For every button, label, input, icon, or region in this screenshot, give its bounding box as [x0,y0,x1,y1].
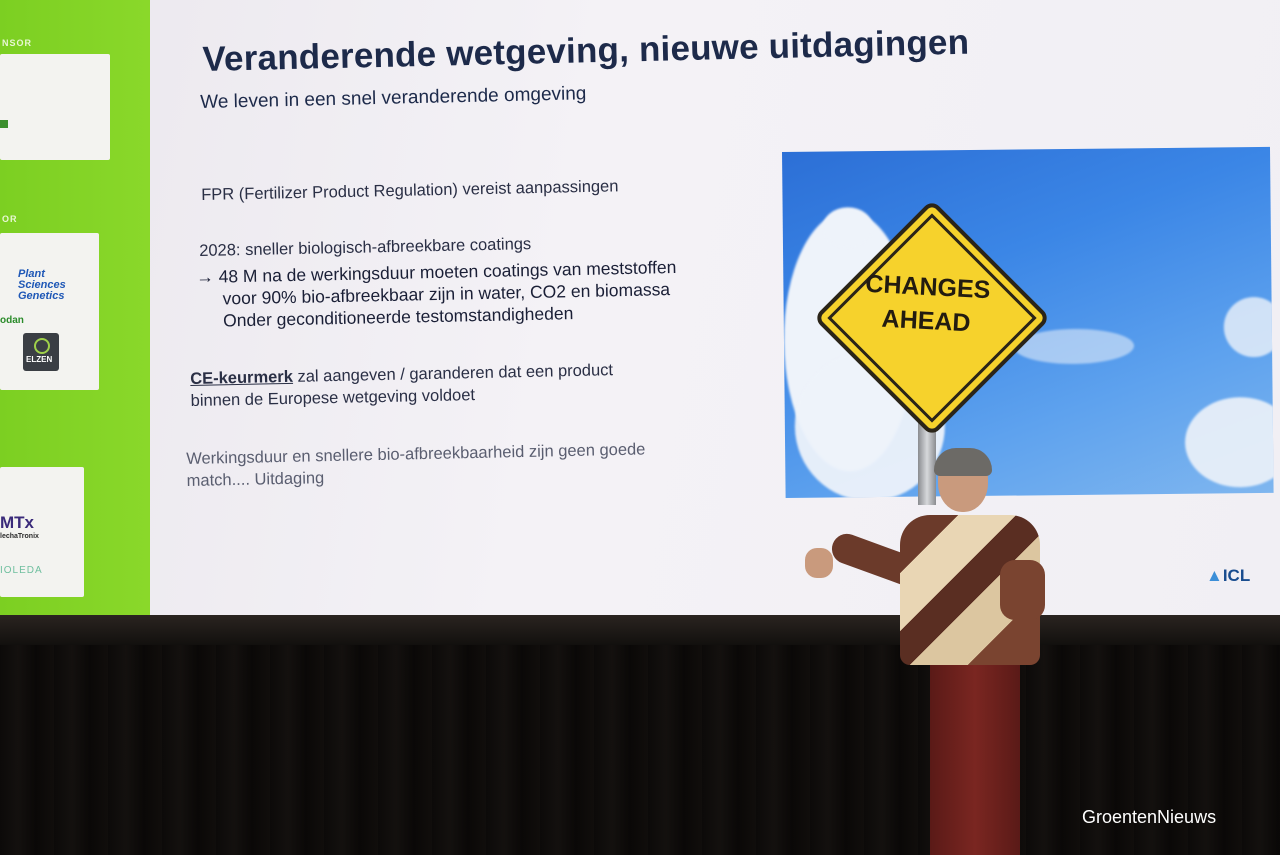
mtx-logo: MTx [0,513,34,532]
screen-bottom-edge [0,615,1280,645]
ce-term: CE-keurmerk [190,367,294,388]
slide-subtitle: We leven in een snel veranderende omgeving [200,83,587,113]
psg-line-3: Genetics [18,290,65,302]
elzen-text: ELZEN [26,355,53,364]
fpr-line: FPR (Fertilizer Product Regulation) vereist aanpassingen [201,177,619,204]
sign-text [840,266,1013,343]
speaker-hand [805,548,833,578]
speaker-arm-right [1000,560,1045,620]
watermark: GroentenNieuws [1082,807,1217,827]
ce-block [190,359,614,412]
sign-line-1: CHANGES [864,269,992,305]
bullet-block [196,256,678,332]
sponsor-logo-box-2 [0,233,99,390]
ce-line-2: binnen de Europese wetgeving voldoet [190,386,476,410]
coatings-line: 2028: sneller biologisch-afbreekbare coatings [199,235,532,260]
oleda-logo: IOLEDA [0,565,43,576]
icl-logo-text: ICL [1222,566,1251,585]
odan-logo: odan [0,315,24,326]
sponsor-logo-box-1 [0,54,110,160]
speaker-legs [930,650,1020,855]
bullet-line-2: voor 90% bio-afbreekbaar zijn in water, CO2 en biomassa [222,279,671,309]
speaker-hair [934,448,992,476]
bullet-line-1: 48 M na de werkingsduur moeten coatings van meststoffen [218,256,677,287]
psg-line-2: Sciences [18,279,66,291]
sponsor-logo-box-3 [0,467,84,597]
sponsor-label-mid: OR [2,214,18,224]
mechatronix-text: lechaTronix [0,533,39,540]
slide-title: Veranderende wetgeving, nieuwe uitdagingen [202,22,970,79]
right-arrow-icon: → [196,266,214,287]
closing-line-2: match.... Uitdaging [186,469,325,490]
bullet-line-3: Onder geconditioneerde testomstandigheden [222,303,574,331]
ce-rest: zal aangeven / garanderen dat een product [292,361,614,386]
psg-logo [18,269,66,302]
sponsor-leaf-icon [0,120,8,128]
sponsor-label-top: NSOR [2,38,33,48]
icl-logo [1206,566,1250,586]
elzen-logo [23,333,59,371]
cloud [1185,397,1274,488]
closing-line-1: Werkingsduur en snellere bio-afbreekbaarheid zijn geen goede [186,440,646,468]
elzen-circle-icon [34,338,50,354]
cloud [1224,297,1274,358]
psg-line-1: Plant [18,268,45,280]
icl-logo-icon: ▲ [1206,566,1223,585]
sign-line-2: AHEAD [880,304,972,338]
